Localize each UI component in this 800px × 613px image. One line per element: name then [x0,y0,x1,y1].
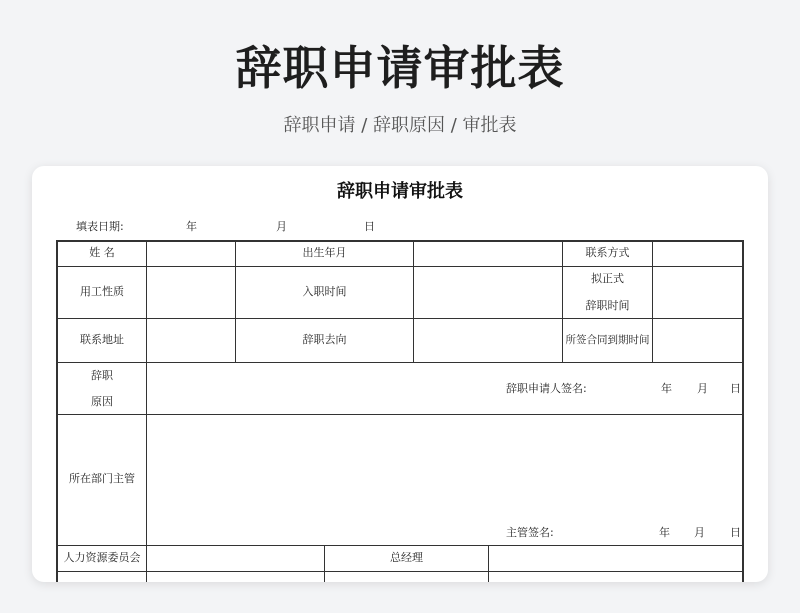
reason-label-a: 辞职 [91,369,113,382]
destination-label: 辞职去向 [302,333,347,346]
supervisor-sign-label: 主管签名: [506,526,554,539]
entry-date-label: 入职时间 [302,285,347,298]
contact-label: 联系方式 [585,246,630,259]
supervisor-sign-month: 月 [694,526,705,539]
job-type-label: 用工性质 [80,285,124,298]
applicant-sign-month: 月 [697,382,708,395]
hr-col-divider-2 [488,545,489,582]
supervisor-sign-year: 年 [659,526,670,539]
name-label: 姓 名 [89,246,115,259]
row-divider-1 [56,266,744,267]
col-divider-5 [652,240,653,362]
general-manager-label: 总经理 [390,551,423,564]
applicant-sign-year: 年 [661,382,672,395]
table-top-border [56,240,744,242]
date-month-label: 月 [276,220,287,233]
form-title: 辞职申请审批表 [337,181,463,202]
dept-supervisor-label: 所在部门主管 [69,472,135,485]
birth-label: 出生年月 [302,246,347,259]
date-day-label: 日 [364,220,375,233]
date-year-label: 年 [186,220,197,233]
hr-committee-label: 人力资源委员会 [63,551,141,564]
col-divider-3 [413,240,414,362]
row-divider-6 [56,571,744,572]
planned-resign-label-b: 辞职时间 [585,299,630,312]
row-divider-2 [56,318,744,319]
form-card [32,166,768,582]
planned-resign-label-a: 拟正式 [591,272,624,285]
applicant-sign-label: 辞职申请人签名: [506,382,587,395]
supervisor-sign-day: 日 [730,526,741,539]
table-right-border [742,240,744,582]
row-divider-3 [56,362,744,363]
label-column-divider [146,240,147,582]
row-divider-4 [56,414,744,415]
page-title: 辞职申请审批表 [235,41,565,95]
reason-label-b: 原因 [91,395,113,408]
row-divider-5 [56,545,744,546]
address-label: 联系地址 [80,333,124,346]
date-label: 填表日期: [76,220,124,233]
applicant-sign-day: 日 [730,382,741,395]
page-subtitle: 辞职申请 / 辞职原因 / 审批表 [283,115,517,136]
contract-end-label: 所签合同到期时间 [565,334,650,346]
